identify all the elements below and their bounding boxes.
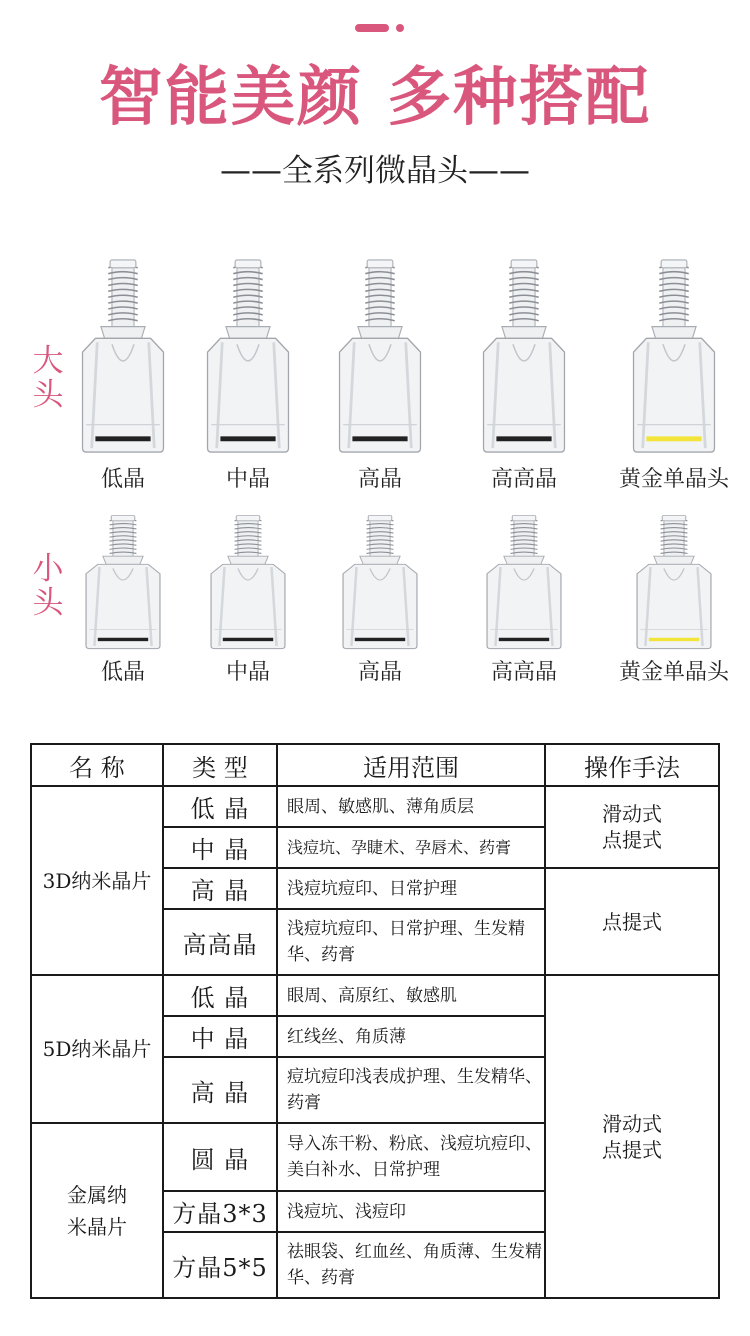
row-label-char: 大	[32, 343, 64, 379]
row-label-char: 头	[32, 585, 64, 621]
type-cell: 圆 晶	[163, 1123, 277, 1191]
spec-table	[30, 743, 720, 1299]
product-caption: 高晶	[357, 467, 402, 492]
microcrystal-cartridge-image	[206, 514, 290, 650]
range-cell: 浅痘坑、孕睫术、孕唇术、药膏	[277, 827, 545, 868]
range-cell: 浅痘坑痘印、日常护理	[277, 868, 545, 909]
method-cell	[545, 975, 719, 1298]
page-title: 智能美颜 多种搭配	[98, 61, 652, 135]
product-caption: 低晶	[100, 467, 145, 492]
product-caption: 黄金单晶头	[618, 467, 729, 492]
type-cell: 中 晶	[163, 827, 277, 868]
range-cell: 眼周、敏感肌、薄角质层	[277, 786, 545, 827]
group-name: 3D纳米晶片	[31, 786, 163, 975]
range-cell: 浅痘坑痘印、日常护理、生发精华、药膏	[277, 909, 545, 975]
type-cell: 方晶3*3	[163, 1191, 277, 1232]
method-text: 滑动式点提式	[602, 1111, 662, 1162]
group-name	[31, 1123, 163, 1298]
microcrystal-cartridge-image	[478, 258, 570, 454]
type-cell: 高高晶	[163, 909, 277, 975]
product-caption: 高高晶	[490, 660, 557, 685]
method-text: 滑动式点提式	[602, 802, 662, 852]
type-cell: 高 晶	[163, 1057, 277, 1123]
row-label-char: 头	[32, 377, 64, 413]
type-cell: 中 晶	[163, 1016, 277, 1057]
microcrystal-cartridge-image	[628, 258, 720, 454]
header-type: 类 型	[163, 744, 277, 786]
row-label-small-head	[28, 552, 68, 620]
row-label-char: 小	[32, 551, 64, 587]
group-name: 5D纳米晶片	[31, 975, 163, 1123]
microcrystal-cartridge-image	[202, 258, 294, 454]
product-caption: 中晶	[225, 660, 270, 685]
page-subtitle: ——全系列微晶头——	[220, 153, 530, 189]
type-cell: 低 晶	[163, 786, 277, 827]
range-cell: 红线丝、角质薄	[277, 1016, 545, 1057]
microcrystal-cartridge-image	[338, 514, 422, 650]
accent-dot-decoration	[396, 24, 404, 32]
accent-pill-decoration	[355, 24, 389, 32]
microcrystal-cartridge-image	[334, 258, 426, 454]
microcrystal-cartridge-image	[81, 514, 165, 650]
microcrystal-cartridge-image	[77, 258, 169, 454]
microcrystal-cartridge-image	[632, 514, 716, 650]
type-cell: 低 晶	[163, 975, 277, 1016]
method-cell	[545, 786, 719, 868]
product-caption: 中晶	[225, 467, 270, 492]
type-cell: 高 晶	[163, 868, 277, 909]
product-caption: 黄金单晶头	[618, 660, 729, 685]
table-header-row	[31, 744, 719, 786]
type-cell: 方晶5*5	[163, 1232, 277, 1298]
product-caption: 高高晶	[490, 467, 557, 492]
method-cell: 点提式	[545, 868, 719, 975]
range-cell: 痘坑痘印浅表成护理、生发精华、药膏	[277, 1057, 545, 1123]
header-range: 适用范围	[277, 744, 545, 786]
table-row	[31, 975, 719, 1016]
product-caption: 高晶	[357, 660, 402, 685]
product-caption: 低晶	[100, 660, 145, 685]
microcrystal-cartridge-image	[482, 514, 566, 650]
header-method: 操作手法	[545, 744, 719, 786]
row-label-large-head	[28, 344, 68, 412]
range-cell: 眼周、高原红、敏感肌	[277, 975, 545, 1016]
header-name: 名 称	[31, 744, 163, 786]
table-row	[31, 786, 719, 827]
range-cell: 导入冻干粉、粉底、浅痘坑痘印、美白补水、日常护理	[277, 1123, 545, 1191]
group-name-text: 金属纳米晶片	[67, 1182, 127, 1239]
range-cell: 浅痘坑、浅痘印	[277, 1191, 545, 1232]
range-cell: 祛眼袋、红血丝、角质薄、生发精华、药膏	[277, 1232, 545, 1298]
